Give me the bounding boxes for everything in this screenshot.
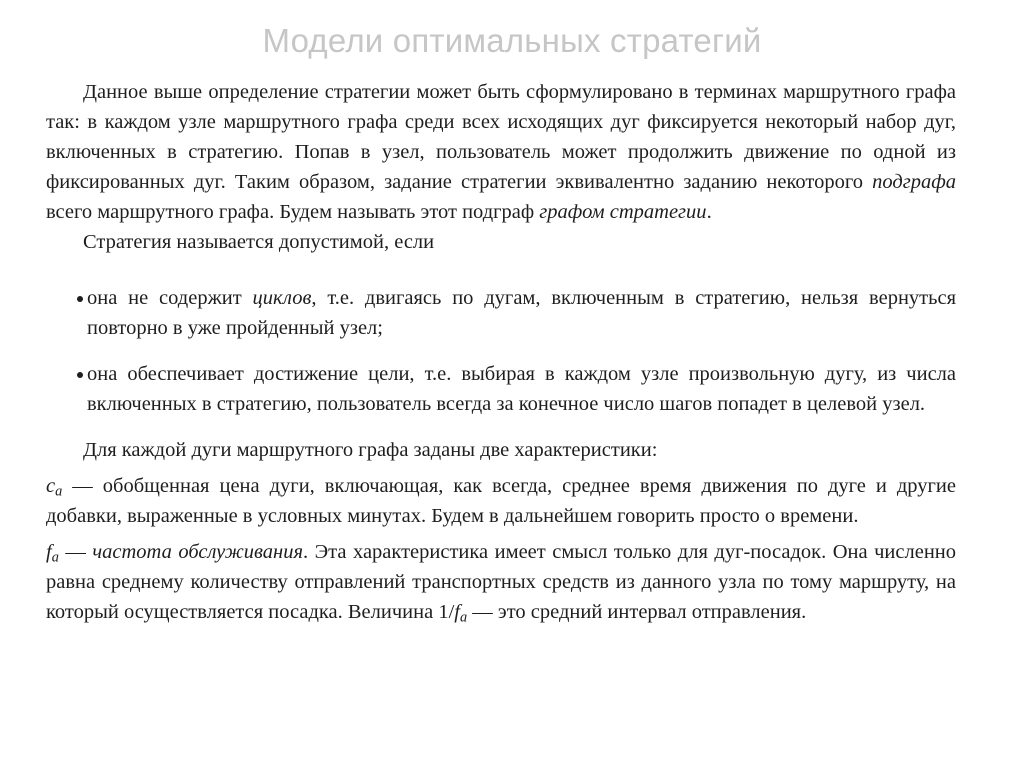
text-run: , т.е. двигаясь по дугам, включенным в стратегию, нельзя вернуться повторно в уже пройденный узел;: [87, 287, 956, 339]
math-formula-interval: $1/f_a$: [438, 601, 468, 626]
text-run: —: [58, 541, 93, 563]
document-body: [46, 77, 956, 627]
text-run: она обеспечивает достижение цели, т.е. выбирая в каждом узле произвольную дугу, из числа включенных в стратегию, пользователь всегда за конечное число шагов попадет в целевой узел.: [87, 363, 956, 415]
text-run: . Эта характеристика имеет смысл только для дуг-посадок. Она численно равна среднему количеству отправлений транспортных средств из данного узла по тому маршруту, на который осуществляется посадка. Величина: [46, 541, 957, 623]
math-symbol-c: $c_a$: [46, 475, 63, 500]
admissibility-conditions-list: [46, 283, 956, 419]
list-item: [46, 359, 956, 419]
text-run: .: [706, 201, 712, 223]
emphasis-strategy-graph: графом стратегии: [539, 201, 707, 223]
math-symbol-f: $f_a$: [46, 541, 59, 566]
text-run: всего маршрутного графа. Будем называть этот подграф: [46, 201, 540, 223]
text-run: Данное выше определение стратегии может быть сформулировано в терминах маршрутного графа так: в каждом узле маршрутного графа среди всех исходящих дуг фиксируется некоторый набор дуг, включенных в стратегию. Попав в узел, пользователь может продолжить движение по одной из фиксированных дуг. Таким образом, задание стратегии эквивалентно заданию некоторого: [46, 81, 956, 193]
bullet-icon: [77, 296, 83, 302]
definition-cost: [46, 471, 956, 531]
emphasis-service-frequency: частота обслуживания: [92, 541, 304, 563]
definition-frequency: [46, 537, 956, 627]
text-run: — это средний интервал отправления.: [467, 601, 807, 623]
paragraph-arc-characteristics: Для каждой дуги маршрутного графа заданы две характеристики:: [83, 439, 658, 461]
paragraph-admissible: Стратегия называется допустимой, если: [83, 231, 435, 253]
list-item: [46, 283, 956, 343]
emphasis-subgraph: подграфа: [872, 171, 956, 193]
text-run: она не содержит: [87, 287, 253, 309]
text-run: — обобщенная цена дуги, включающая, как всегда, среднее время движения по дуге и другие добавки, выраженные в условных минутах. Будем в дальнейшем говорить просто о времени.: [46, 475, 956, 527]
emphasis-cycles: циклов: [252, 287, 312, 309]
bullet-icon: [77, 372, 83, 378]
slide-title: Модели оптимальных стратегий: [262, 22, 762, 59]
paragraph-strategy-definition: [46, 77, 956, 227]
